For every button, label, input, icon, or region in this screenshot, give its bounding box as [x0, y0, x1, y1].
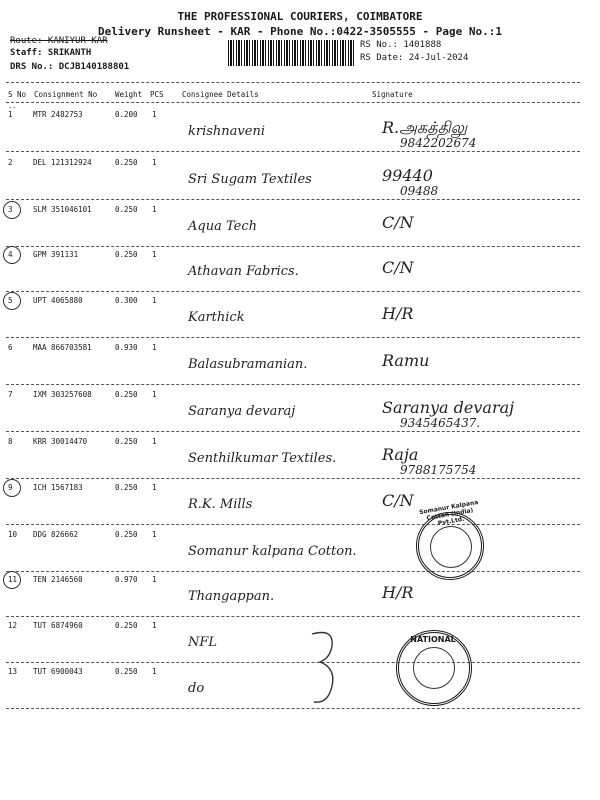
row-pcs: 1: [152, 343, 157, 352]
row-sno: 11: [8, 575, 18, 584]
row-divider: [6, 246, 580, 247]
row-divider: [6, 199, 580, 200]
row-signature: H/R: [382, 304, 414, 323]
row-pcs: 1: [152, 250, 157, 259]
row-pcs: 1: [152, 110, 157, 119]
company-title: THE PROFESSIONAL COURIERS, COIMBATORE: [177, 10, 423, 23]
row-divider: [6, 708, 580, 709]
row-signature: C/N: [382, 213, 414, 232]
row-consignee: R.K. Mills: [188, 497, 253, 512]
row-weight: 0.250: [115, 158, 138, 167]
row-divider: [6, 662, 580, 663]
row-consignment-no: KRR 30014470: [33, 437, 88, 446]
row-consignment-no: TUT 6900043: [33, 667, 83, 676]
row-signature-phone: 9345465437.: [400, 416, 481, 430]
row-sno: 7: [8, 390, 13, 399]
row-signature: C/N: [382, 491, 414, 510]
row-pcs: 1: [152, 437, 157, 446]
row-consignee: Aqua Tech: [188, 219, 257, 234]
row-sno: 5: [8, 296, 13, 305]
row-weight: 0.250: [115, 667, 138, 676]
row-sno: 12: [8, 621, 18, 630]
row-signature-phone: 09488: [400, 184, 439, 198]
row-pcs: 1: [152, 158, 157, 167]
row-signature: Saranya devaraj: [382, 398, 515, 417]
col-header-signature: Signature: [372, 90, 413, 99]
row-sno: 13: [8, 667, 18, 676]
row-weight: 0.250: [115, 483, 138, 492]
company-stamp: [416, 498, 484, 580]
row-signature: R.அகத்திலு: [382, 118, 468, 137]
row-weight: 0.250: [115, 437, 138, 446]
row-pcs: 1: [152, 483, 157, 492]
col-header-weight: Weight: [115, 90, 143, 99]
barcode: [228, 40, 356, 66]
row-weight: 0.250: [115, 390, 138, 399]
dash-marker: --: [8, 104, 17, 112]
row-divider: [6, 384, 580, 385]
row-signature-phone: 9788175754: [400, 463, 477, 477]
row-pcs: 1: [152, 575, 157, 584]
row-weight: 0.970: [115, 575, 138, 584]
row-consignment-no: UPT 4065880: [33, 296, 83, 305]
divider: [6, 102, 580, 103]
row-pcs: 1: [152, 390, 157, 399]
row-consignment-no: DEL 121312924: [33, 158, 92, 167]
row-sno: 3: [8, 205, 13, 214]
row-consignee: NFL: [188, 635, 218, 650]
row-sno: 6: [8, 343, 13, 352]
row-consignment-no: SLM 351046101: [33, 205, 92, 214]
row-weight: 0.250: [115, 250, 138, 259]
col-header-consignee: Consignee Details: [182, 90, 259, 99]
row-signature: Raja: [382, 445, 419, 464]
row-divider: [6, 337, 580, 338]
stamp-inner-ring: [430, 526, 472, 568]
row-signature: H/R: [382, 583, 414, 602]
col-header-sno: S No: [8, 90, 27, 99]
row-divider: [6, 616, 580, 617]
row-consignment-no: TEN 2146560: [33, 575, 83, 584]
row-consignee: Balasubramanian.: [188, 357, 308, 372]
route-label: Route: KANIYUR KAR: [10, 36, 108, 46]
row-weight: 0.930: [115, 343, 138, 352]
row-pcs: 1: [152, 530, 157, 539]
national-stamp: [396, 630, 472, 706]
row-consignee: Sri Sugam Textiles: [188, 172, 312, 187]
row-consignment-no: GPM 391131: [33, 250, 79, 259]
runsheet-subtitle: Delivery Runsheet - KAR - Phone No.:0422-3505555 - Page No.:1: [98, 25, 502, 38]
row-divider: [6, 151, 580, 152]
row-consignment-no: MAA 866703581: [33, 343, 92, 352]
row-consignee: Saranya devaraj: [188, 404, 296, 419]
row-sno: 4: [8, 250, 13, 259]
row-sno: 1: [8, 110, 13, 119]
row-consignment-no: DDG 826662: [33, 530, 79, 539]
row-consignee: Senthilkumar Textiles.: [188, 451, 337, 466]
row-consignment-no: ICH 1567183: [33, 483, 83, 492]
row-consignment-no: TUT 6874960: [33, 621, 83, 630]
row-sno: 9: [8, 483, 13, 492]
staff-label: Staff: SRIKANTH: [10, 48, 92, 58]
row-consignment-no: IXM 303257608: [33, 390, 92, 399]
row-weight: 0.250: [115, 205, 138, 214]
row-divider: [6, 571, 580, 572]
row-signature: 99440: [382, 166, 433, 185]
row-pcs: 1: [152, 205, 157, 214]
handwritten-bracket: [300, 628, 348, 708]
stamp-inner-ring: [413, 647, 455, 689]
row-divider: [6, 431, 580, 432]
row-consignee: Karthick: [188, 310, 245, 325]
row-pcs: 1: [152, 667, 157, 676]
row-weight: 0.200: [115, 110, 138, 119]
divider: [6, 82, 580, 83]
row-sno: 2: [8, 158, 13, 167]
stamp-text: Somanur Kalpana Cotton (India) Pvt.Ltd.: [418, 498, 479, 528]
row-consignee: Thangappan.: [188, 589, 275, 604]
row-consignee: Somanur kalpana Cotton.: [188, 544, 357, 559]
col-header-consignment: Consignment No: [34, 90, 98, 99]
drs-number: DRS No.: DCJB140188801: [10, 62, 130, 72]
row-consignee: Athavan Fabrics.: [188, 264, 299, 279]
row-divider: [6, 291, 580, 292]
stamp-text: NATIONAL: [410, 635, 456, 644]
row-pcs: 1: [152, 296, 157, 305]
row-weight: 0.250: [115, 621, 138, 630]
row-consignee: krishnaveni: [188, 124, 265, 139]
row-sno: 8: [8, 437, 13, 446]
row-weight: 0.300: [115, 296, 138, 305]
row-divider: [6, 524, 580, 525]
rs-date: RS Date: 24-Jul-2024: [360, 53, 469, 63]
row-pcs: 1: [152, 621, 157, 630]
row-consignment-no: MTR 2482753: [33, 110, 83, 119]
row-signature-phone: 9842202674: [400, 136, 477, 150]
row-weight: 0.250: [115, 530, 138, 539]
row-consignee: do: [188, 681, 205, 696]
row-signature: C/N: [382, 258, 414, 277]
col-header-pcs: PCS: [150, 90, 164, 99]
rs-number: RS No.: 1401888: [360, 40, 442, 50]
row-signature: Ramu: [382, 351, 430, 370]
row-sno: 10: [8, 530, 18, 539]
row-divider: [6, 478, 580, 479]
